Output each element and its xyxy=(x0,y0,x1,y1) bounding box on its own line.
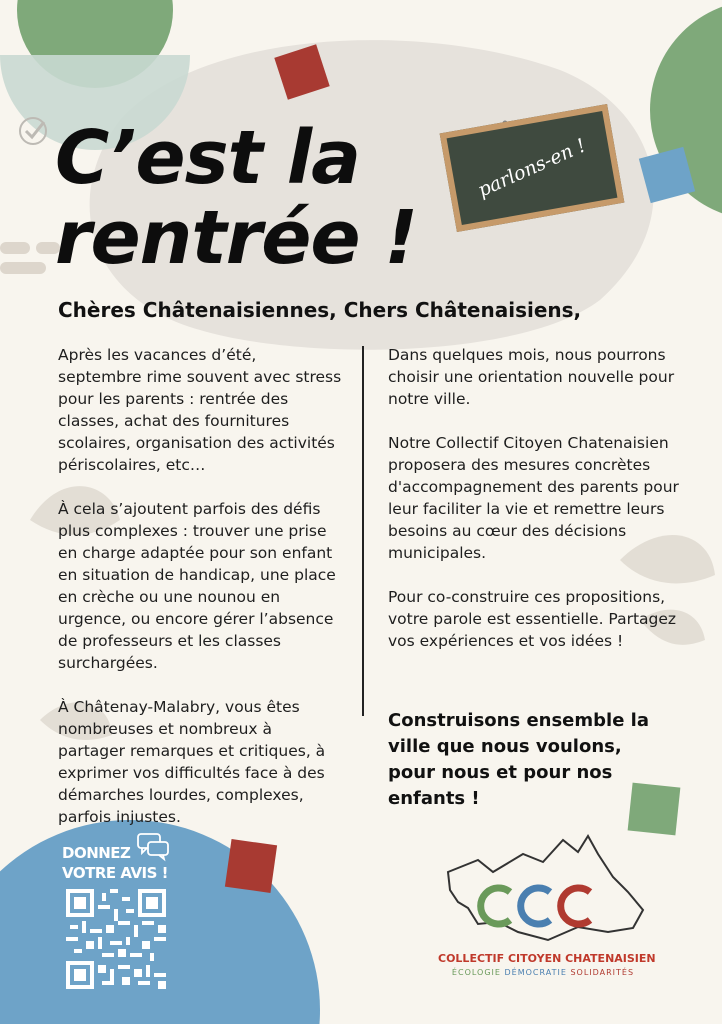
salutation: Chères Châtenaisiennes, Chers Châtenaisiens, xyxy=(58,298,582,322)
collectif-logo xyxy=(438,832,648,947)
logo-tagline xyxy=(438,968,648,977)
feedback-line-1: DONNEZ xyxy=(62,844,131,862)
column-divider xyxy=(362,346,364,716)
paragraph: À Châtenay-Malabry, vous êtes nombreuses et nombreux à partager remarques et critiques, à exprimer vos difficultés face à des démarches lourdes, complexes, parfois injustes. xyxy=(58,698,326,826)
title-line-2: rentrée ! xyxy=(55,195,418,281)
paragraph: Pour co-construire ces propositions, votre parole est essentielle. Partagez vos expériences et vos idées ! xyxy=(388,588,677,650)
qr-code[interactable] xyxy=(66,889,166,989)
paragraph: Notre Collectif Citoyen Chatenaisien proposera des mesures concrètes d'accompagnement des parents pour leur faciliter la vie et remettre leurs besoins au cœur des décisions municipales. xyxy=(388,434,679,562)
tagline-ecologie: ÉCOLOGIE xyxy=(451,968,501,977)
right-column xyxy=(388,344,688,674)
left-column xyxy=(58,344,343,850)
logo-name: COLLECTIF CITOYEN CHATENAISIEN xyxy=(438,952,656,965)
chalkboard-text: parlons-en ! xyxy=(474,134,590,202)
tagline-democratie: DÉMOCRATIE xyxy=(504,968,567,977)
title-line-1: C’est la xyxy=(55,115,361,201)
tagline-solidarites: SOLIDARITÉS xyxy=(570,968,635,977)
paragraph: Après les vacances d’été, septembre rime souvent avec stress pour les parents : rentrée des classes, achat des fournitures scolaires, organisation des activités périscolaires, etc… xyxy=(58,346,342,474)
closing-statement: Construisons ensemble la ville que nous voulons, pour nous et pour nos enfants ! xyxy=(388,710,649,809)
paragraph: Dans quelques mois, nous pourrons choisir une orientation nouvelle pour notre ville. xyxy=(388,346,675,408)
page-title xyxy=(55,115,418,281)
feedback-line-2: VOTRE AVIS ! xyxy=(62,864,168,882)
chat-bubble-icon xyxy=(136,832,172,862)
paragraph: À cela s’ajoutent parfois des défis plus complexes : trouver une prise en charge adaptée pour son enfant en situation de handicap, une place en crèche ou une nounou en urgence, ou encore gérer l’absence de professeurs et les classes surchargées. xyxy=(58,500,336,672)
